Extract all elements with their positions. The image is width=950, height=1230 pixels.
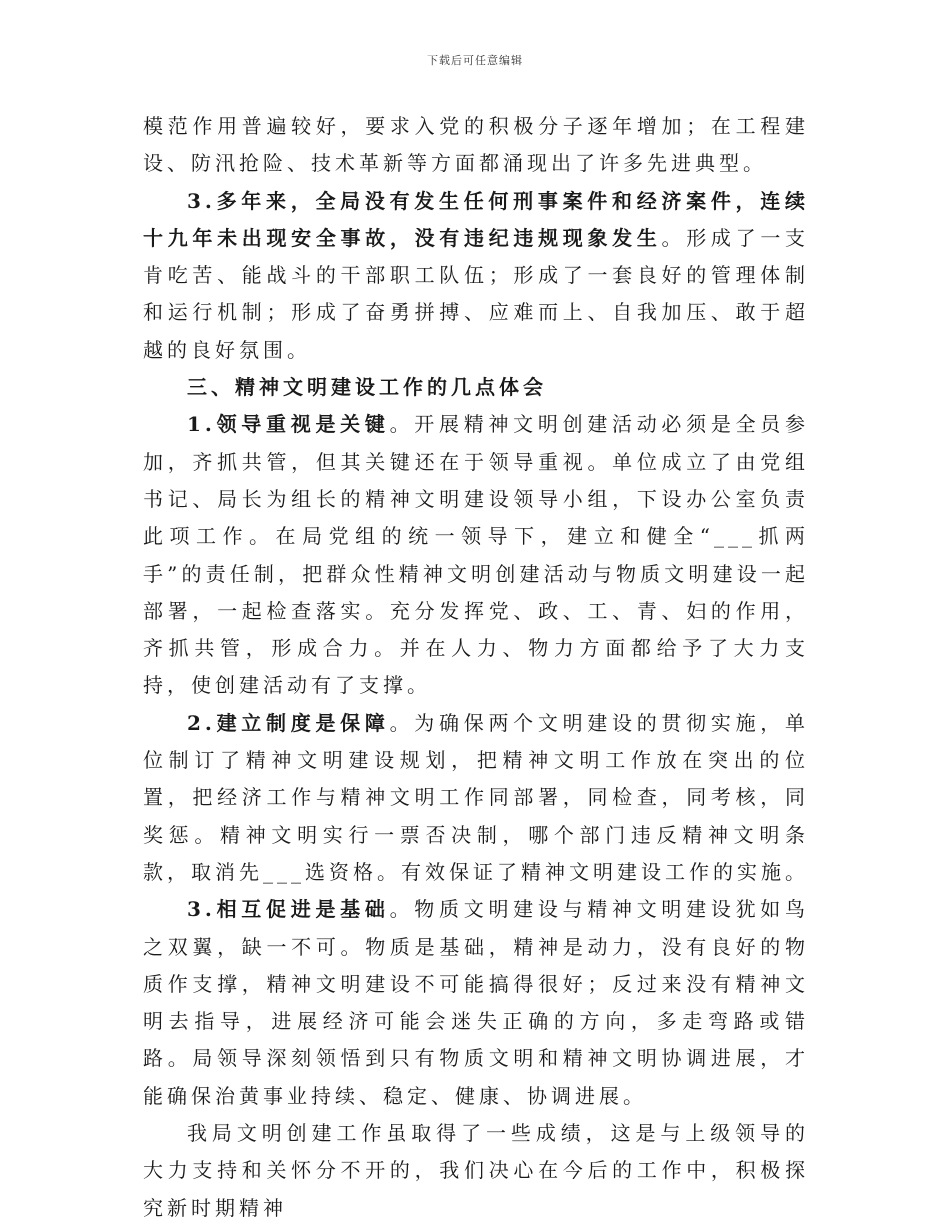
section-heading [143, 369, 809, 406]
paragraph-text: 模范作用普遍较好，要求入党的积极分子逐年增加；在工程建设、防汛抢险、技术革新等方面都涌现出了许多先进典型。 [143, 114, 809, 176]
page-header: 下载后可任意编辑 [427, 54, 523, 67]
paragraph-lead: 3.相互促进是基础 [187, 897, 390, 922]
paragraph-lead: 3.多年来，全局没有发生任何刑事案件和经济案件，连续十九年未出现安全事故，没有违纪违规现象发生 [143, 188, 809, 250]
paragraph-mutual-promotion [143, 891, 809, 1115]
paragraph-text: 。物质文明建设与精神文明建设犹如鸟之双翼，缺一不可。物质是基础，精神是动力，没有良好的物质作支撑，精神文明建设不可能搞得很好；反过来没有精神文明去指导，进展经济可能会迷失正确的方向，多走弯路或错路。局领导深刻领悟到只有物质文明和精神文明协调进展，才能确保治黄事业持续、稳定、健康、协调进展。 [143, 897, 809, 1108]
paragraph-safety-record [143, 183, 809, 369]
paragraph-lead: 1.领导重视是关键 [187, 412, 390, 437]
document-body [143, 108, 809, 1227]
paragraph-leadership [143, 406, 809, 704]
paragraph-lead: 2.建立制度是保障 [187, 710, 390, 735]
paragraph-text: 。形成了一支肯吃苦、能战斗的干部职工队伍；形成了一套良好的管理体制和运行机制；形成了奋勇拼搏、应难而上、自我加压、敢于超越的良好氛围。 [143, 225, 810, 362]
paragraph-system [143, 705, 809, 891]
paragraph-continuation [143, 108, 809, 183]
paragraph-text: 。为确保两个文明建设的贯彻实施，单位制订了精神文明建设规划，把精神文明工作放在突出的位置，把经济工作与精神文明工作同部署，同检查，同考核，同奖惩。精神文明实行一票否决制，哪个部门违反精神文明条款，取消先___选资格。有效保证了精神文明建设工作的实施。 [143, 710, 809, 884]
paragraph-text: 。开展精神文明创建活动必须是全员参加，齐抓共管，但其关键还在于领导重视。单位成立了由党组书记、局长为组长的精神文明建设领导小组，下设办公室负责此项工作。在局党组的统一领导下，建立和健全“___抓两手”的责任制，把群众性精神文明创建活动与物质文明建设一起部署，一起检查落实。充分发挥党、政、工、青、妇的作用，齐抓共管，形成合力。并在人力、物力方面都给予了大力支持，使创建活动有了支撑。 [143, 412, 809, 698]
section-heading-text: 三、精神文明建设工作的几点体会 [187, 375, 547, 400]
paragraph-text: 我局文明创建工作虽取得了一些成绩，这是与上级领导的大力支持和关怀分不开的，我们决心在今后的工作中，积极探究新时期精神 [143, 1121, 809, 1220]
paragraph-conclusion [143, 1115, 809, 1227]
